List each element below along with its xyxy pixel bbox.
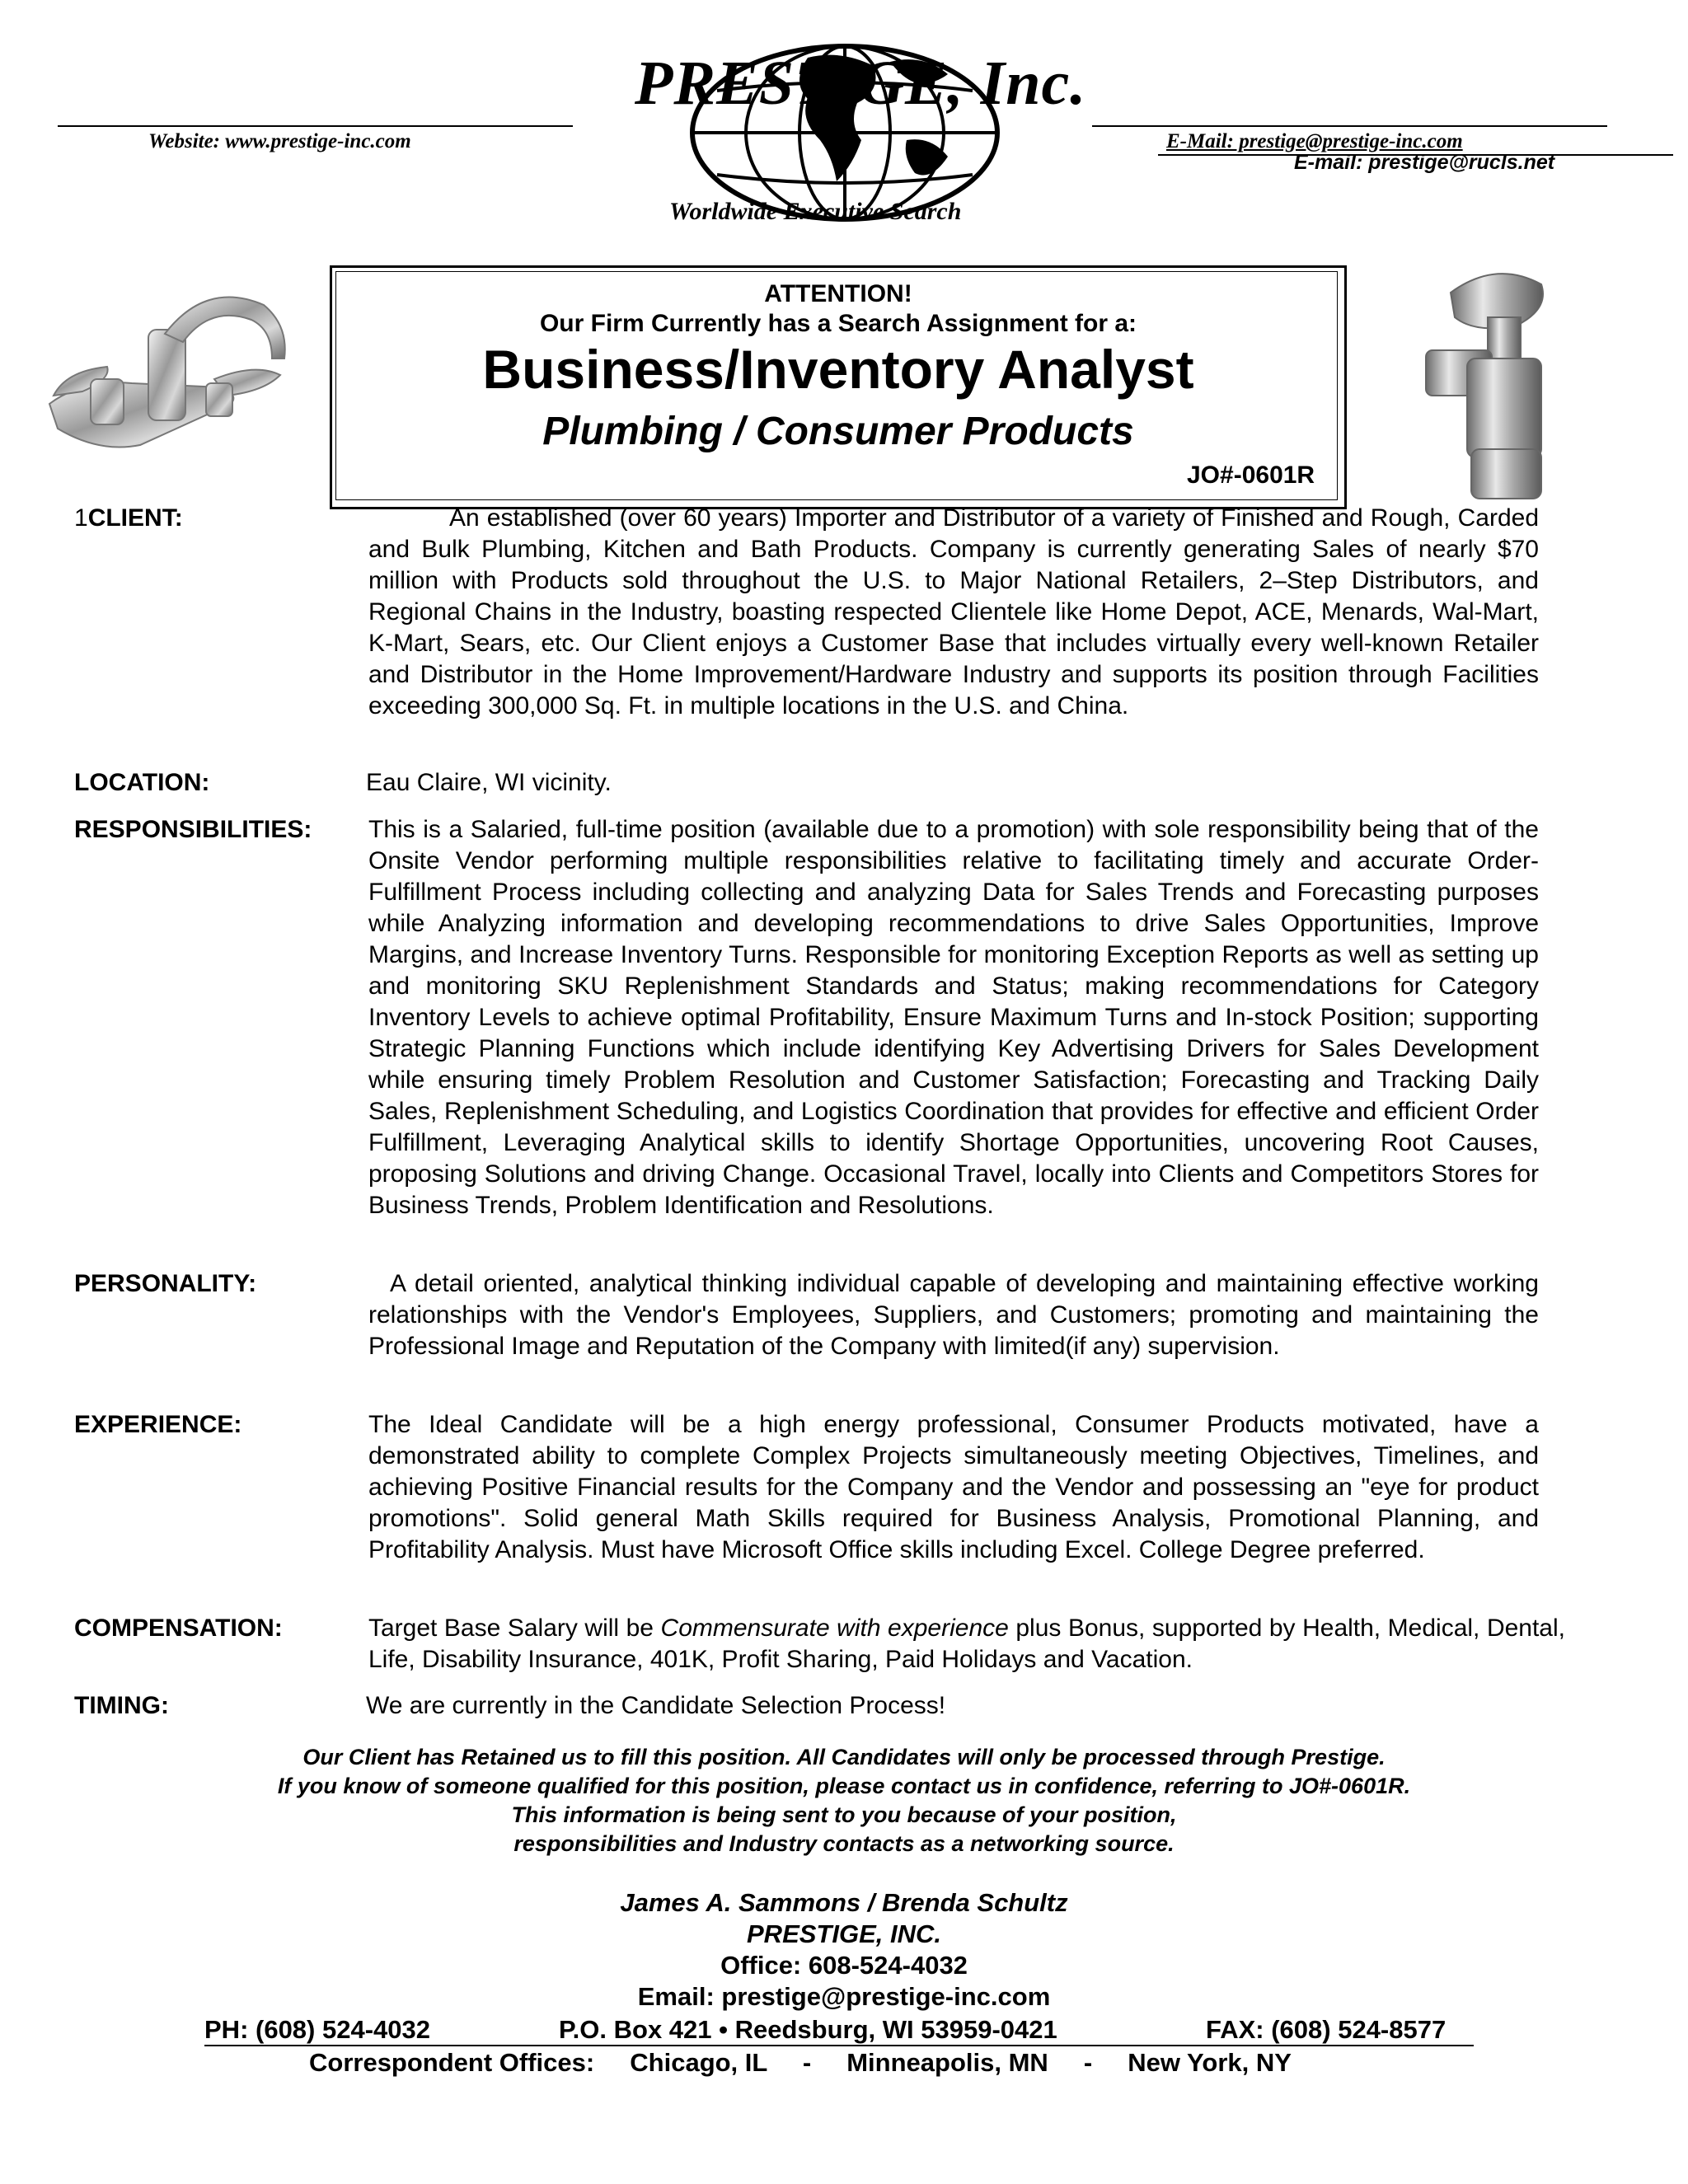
company-logo-text: PRESTIGE, Inc.	[635, 49, 1087, 118]
footer-note-line-2: If you know of someone qualified for this position, please contact us in confidence, referring to JO#-0601R.	[277, 1774, 1411, 1798]
personality-label: PERSONALITY:	[74, 1270, 257, 1297]
experience-label: EXPERIENCE:	[74, 1411, 242, 1438]
contact-company: PRESTIGE, INC.	[747, 1919, 941, 1948]
header-rule-left	[58, 125, 573, 127]
client-label	[74, 504, 183, 532]
correspondent-offices: Correspondent Offices: Chicago, IL - Minneapolis, MN - New York, NY	[309, 2048, 1292, 2077]
industry-subtitle: Plumbing / Consumer Products	[542, 410, 1134, 453]
attention-heading: ATTENTION!	[764, 280, 912, 307]
footer-note-line-4: responsibilities and Industry contacts as a networking source.	[513, 1831, 1175, 1856]
compensation-label: COMPENSATION:	[74, 1615, 283, 1642]
banner-intro: Our Firm Currently has a Search Assignment for a:	[539, 310, 1137, 337]
client-description: An established (over 60 years) Importer and Distributor of a variety of Finished and Rough, Carded and Bulk Plumbing, Kitchen and Bath Products. Company is currently generating Sales of nearly $70 million with Products sold throughout the U.S. to Major National Retailers, 2–Step Distributors, and Regional Chains in the Industry, boasting respected Clientele like Home Depot, ACE, Menards, Wal-Mart, K-Mart, Sears, etc. Our Client enjoys a Customer Base that includes virtually every well-known Retailer and Distributor in the Home Improvement/Hardware Industry and supports its position through Facilities exceeding 300,000 Sq. Ft. in multiple locations in the U.S. and China.	[368, 504, 1539, 719]
timing-label: TIMING:	[74, 1692, 169, 1719]
bottom-fax: FAX: (608) 524-8577	[1206, 2015, 1447, 2044]
personality-text: A detail oriented, analytical thinking individual capable of developing and maintaining effective working relationships with the Vendor's Employees, Suppliers, and Customers; promoting and maintaining the Professional Image and Reputation of the Company with limited(if any) supervision.	[368, 1270, 1539, 1360]
client-label-prefix: 1	[74, 504, 88, 532]
responsibilities-text: This is a Salaried, full-time position (available due to a promotion) with sole responsibility being that of the Onsite Vendor performing multiple responsibilities relative to facilitating timely and accurate Order-Fulfillment Process including collecting and analyzing Data for Sales Trends and Forecasting purposes while Analyzing information and developing recommendations to drive Sales Opportunities, Improve Margins, and Increase Inventory Turns. Responsible for monitoring Exception Reports as well as setting up and monitoring SKU Replenishment Standards and Status; making recommendations for Category Inventory Levels to achieve optimal Profitability, Ensure Maximum Turns and In-stock Position; supporting Strategic Planning Functions which include identifying Key Advertising Drivers for Sales Development while ensuring timely Problem Resolution and Customer Satisfaction; Forecasting and Tracking Daily Sales, Replenishment Scheduling, and Logistics Coordination that provides for effective and efficient Order Fulfillment, Leveraging Analytical skills to identify Shortage Opportunities, uncovering Root Causes, proposing Solutions and driving Change. Occasional Travel, locally into Clients and Competitors Stores for Business Trends, Problem Identification and Resolutions.	[368, 816, 1539, 1219]
contact-email[interactable]: Email: prestige@prestige-inc.com	[637, 1982, 1051, 2011]
client-label-text: CLIENT:	[87, 504, 183, 532]
footer-note-line-1: Our Client has Retained us to fill this position. All Candidates will only be processed through Prestige.	[302, 1745, 1386, 1769]
location-label: LOCATION:	[74, 769, 210, 796]
website-link[interactable]: Website: www.prestige-inc.com	[148, 130, 411, 152]
contact-names: James A. Sammons / Brenda Schultz	[620, 1888, 1068, 1917]
job-number: JO#-0601R	[1187, 462, 1315, 489]
compensation-text-start: Target Base Salary will be	[368, 1615, 661, 1642]
location-text: Eau Claire, WI vicinity.	[366, 769, 612, 796]
faucet-photo	[33, 280, 297, 486]
email-secondary-link[interactable]: E-mail: prestige@rucls.net	[1294, 151, 1555, 174]
header-rule-right	[1092, 125, 1607, 127]
footer-note-line-3: This information is being sent to you because of your position,	[511, 1802, 1177, 1827]
bottom-phone[interactable]: PH: (608) 524-4032	[204, 2015, 430, 2044]
tagline: Worldwide Executive Search	[669, 198, 962, 225]
compensation-text-end: plus Bonus, supported by Health, Medical, Dental, Life, Disability Insurance, 401K, Profit Sharing, Paid Holidays and Vacation.	[368, 1615, 1565, 1673]
job-title: Business/Inventory Analyst	[482, 339, 1194, 400]
angle-stop-valve-photo	[1418, 260, 1570, 507]
compensation-salary-phrase: Commensurate with experience	[660, 1615, 1009, 1642]
timing-text: We are currently in the Candidate Selection Process!	[366, 1692, 946, 1719]
contact-office-phone[interactable]: Office: 608-524-4032	[720, 1951, 968, 1980]
bottom-contact-bar	[204, 2015, 1474, 2046]
bottom-address: P.O. Box 421 • Reedsburg, WI 53959-0421	[559, 2015, 1057, 2044]
experience-text: The Ideal Candidate will be a high energy professional, Consumer Products motivated, have a demonstrated ability to complete Complex Projects simultaneously meeting Objectives, Timelines, and achieving Positive Financial results for the Company and the Vendor and possessing an "eye for product promotions". Solid general Math Skills required for Business Analysis, Promotional Planning, and Profitability Analysis. Must have Microsoft Office skills including Excel. College Degree preferred.	[368, 1411, 1539, 1563]
compensation-text	[368, 1613, 1565, 1675]
responsibilities-label: RESPONSIBILITIES:	[74, 816, 312, 843]
email-primary-link[interactable]: E-Mail: prestige@prestige-inc.com	[1166, 130, 1463, 152]
